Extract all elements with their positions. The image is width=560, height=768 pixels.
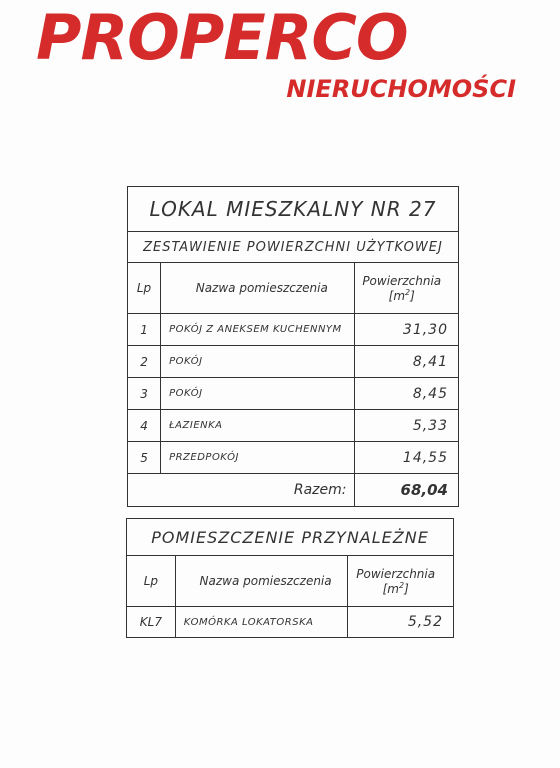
brand-name: PROPERCO [36, 1, 408, 74]
table-row [128, 410, 459, 442]
row-area: 8,45 [355, 378, 459, 410]
apartment-area-table [127, 186, 459, 507]
row-area: 5,33 [355, 410, 459, 442]
header-room-name: Nazwa pomieszczenia [175, 556, 348, 607]
row-room-name: POKÓJ Z ANEKSEM KUCHENNYM [161, 314, 355, 346]
logo [0, 0, 560, 110]
table-header-row [128, 263, 459, 314]
table-row [128, 314, 459, 346]
header-lp: Lp [128, 263, 161, 314]
apartment-subtitle: ZESTAWIENIE POWIERZCHNI UŻYTKOWEJ [128, 232, 459, 263]
table-header-row [127, 556, 454, 607]
row-lp: 1 [128, 314, 161, 346]
row-lp: 2 [128, 346, 161, 378]
total-row [128, 474, 459, 507]
header-area-label: Powierzchnia [356, 566, 436, 581]
row-room-name: POKÓJ [161, 378, 355, 410]
row-room-name: KOMÓRKA LOKATORSKA [175, 607, 348, 638]
row-room-name: PRZEDPOKÓJ [161, 442, 355, 474]
row-room-name: POKÓJ [161, 346, 355, 378]
table-row [128, 442, 459, 474]
table-row [127, 607, 454, 638]
row-lp: 4 [128, 410, 161, 442]
header-area [355, 263, 459, 314]
header-area-unit: $[m^2]$ [382, 580, 409, 596]
row-area: 14,55 [355, 442, 459, 474]
annex-area-table [126, 518, 454, 638]
header-room-name: Nazwa pomieszczenia [161, 263, 355, 314]
apartment-title: LOKAL MIESZKALNY NR 27 [128, 187, 459, 232]
row-lp: 5 [128, 442, 161, 474]
header-lp: Lp [127, 556, 176, 607]
header-area [348, 556, 454, 607]
row-lp: KL7 [127, 607, 176, 638]
row-area: 8,41 [355, 346, 459, 378]
row-area: 5,52 [348, 607, 454, 638]
table-row [128, 378, 459, 410]
total-label: Razem: [128, 474, 355, 507]
header-area-unit: $[m^2]$ [388, 287, 415, 303]
row-area: 31,30 [355, 314, 459, 346]
row-lp: 3 [128, 378, 161, 410]
table-row [128, 346, 459, 378]
brand-subtitle: NIERUCHOMOŚCI [286, 75, 516, 103]
total-value: 68,04 [355, 474, 459, 507]
annex-title: POMIESZCZENIE PRZYNALEŻNE [127, 519, 454, 556]
header-area-label: Powierzchnia [362, 273, 442, 288]
row-room-name: ŁAZIENKA [161, 410, 355, 442]
